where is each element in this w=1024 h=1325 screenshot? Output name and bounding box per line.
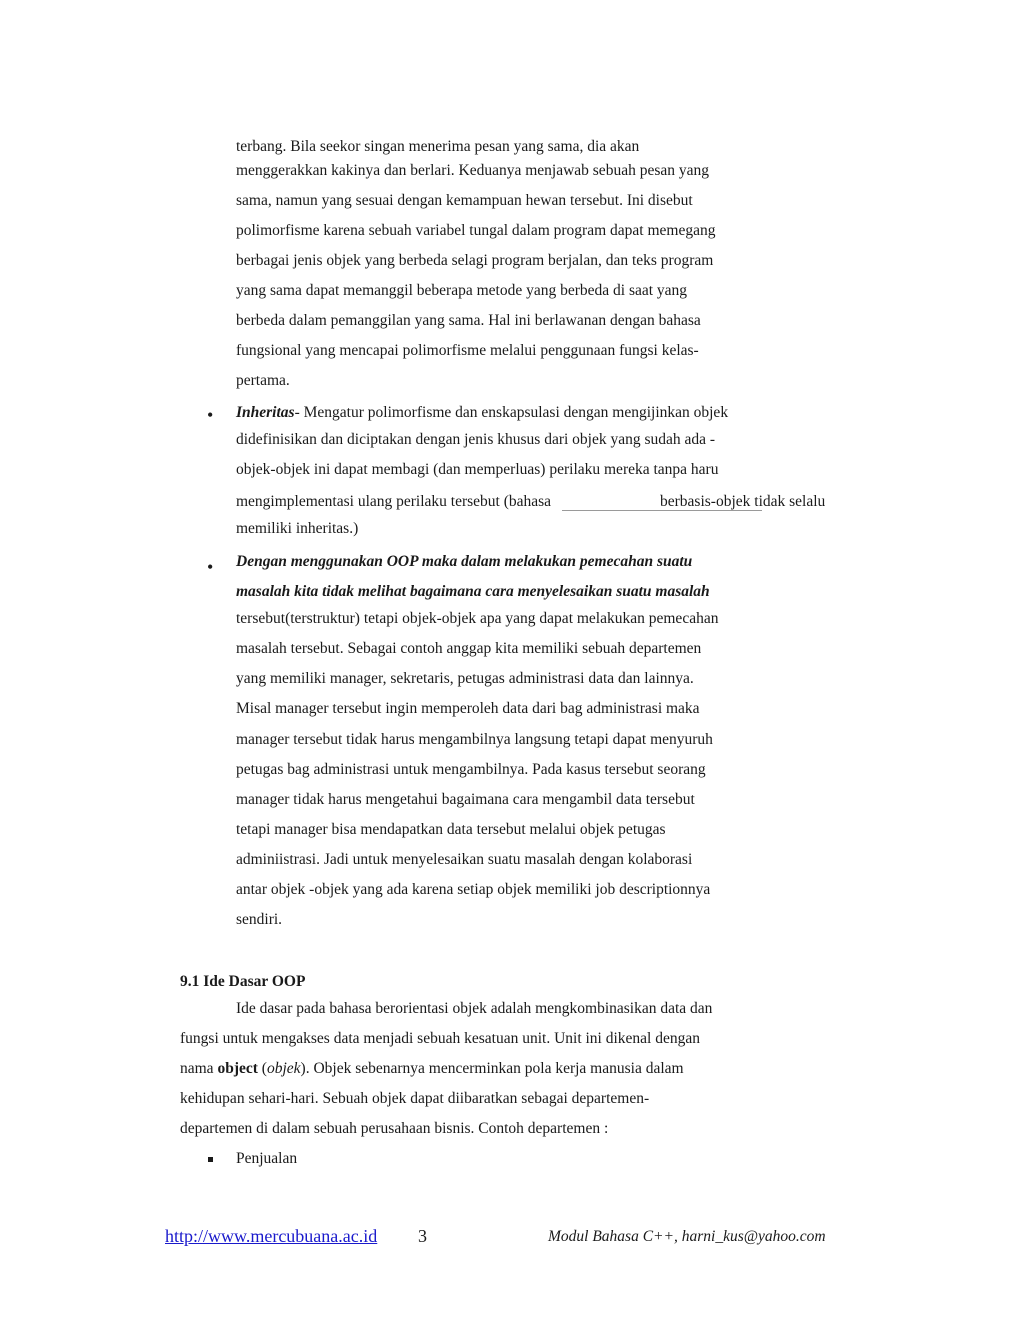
text-line: objek-objek ini dapat membagi (dan memperluas) perilaku mereka tanpa haru bbox=[236, 461, 719, 478]
text-line: adminiistrasi. Jadi untuk menyelesaikan suatu masalah dengan kolaborasi bbox=[236, 851, 693, 868]
text-fragment: ( bbox=[257, 1060, 267, 1077]
text-line: kehidupan sehari-hari. Sebuah objek dapat diibaratkan sebagai departemen- bbox=[180, 1090, 650, 1107]
term-objek: objek bbox=[266, 1060, 301, 1077]
text-line bbox=[180, 1060, 684, 1078]
text-line: fungsi untuk mengakses data menjadi sebuah kesatuan unit. Unit ini dikenal dengan bbox=[180, 1030, 700, 1047]
text-line: berbasis-objek tidak selalu bbox=[660, 493, 826, 510]
page-number: 3 bbox=[418, 1226, 427, 1246]
text-line: fungsional yang mencapai polimorfisme melalui penggunaan fungsi kelas- bbox=[236, 342, 699, 359]
text-line: departemen di dalam sebuah perusahaan bisnis. Contoh departemen : bbox=[180, 1120, 609, 1137]
text-line: Misal manager tersebut ingin memperoleh data dari bag administrasi maka bbox=[236, 700, 700, 717]
square-bullet-icon bbox=[208, 1157, 213, 1162]
text-line: petugas bag administrasi untuk mengambilnya. Pada kasus tersebut seorang bbox=[236, 761, 706, 778]
text-line: yang memiliki manager, sekretaris, petugas administrasi data dan lainnya. bbox=[236, 670, 694, 687]
footer-link[interactable]: http://www.mercubuana.ac.id bbox=[165, 1226, 378, 1246]
text-line: berbagai jenis objek yang berbeda selagi program berjalan, dan teks program bbox=[236, 252, 714, 269]
bullet-dot-icon: • bbox=[207, 405, 214, 425]
text-line: manager tersebut tidak harus mengambilnya langsung tetapi dapat menyuruh bbox=[236, 731, 713, 748]
text-line: sama, namun yang sesuai dengan kemampuan hewan tersebut. Ini disebut bbox=[236, 192, 693, 209]
text-line: pertama. bbox=[236, 372, 290, 389]
text-fragment: ). Objek sebenarnya mencerminkan pola kerja manusia dalam bbox=[300, 1060, 684, 1077]
text-line: tetapi manager bisa mendapatkan data tersebut melalui objek petugas bbox=[236, 821, 666, 838]
text-line: manager tidak harus mengetahui bagaimana cara mengambil data tersebut bbox=[236, 791, 695, 808]
text-line: menggerakkan kakinya dan berlari. Keduanya menjawab sebuah pesan yang bbox=[236, 162, 709, 179]
emphasis-line: Dengan menggunakan OOP maka dalam melakukan pemecahan suatu bbox=[236, 553, 693, 570]
term-inheritas: Inheritas bbox=[236, 404, 295, 421]
text-line: polimorfisme karena sebuah variabel tungal dalam program dapat memegang bbox=[236, 222, 716, 239]
emphasis-line: masalah kita tidak melihat bagaimana cara menyelesaikan suatu masalah bbox=[236, 583, 710, 600]
text-fragment: nama bbox=[180, 1060, 218, 1077]
text-line: memiliki inheritas.) bbox=[236, 520, 359, 537]
term-object: object bbox=[217, 1060, 258, 1077]
text-line: sendiri. bbox=[236, 911, 283, 928]
text-line: antar objek -objek yang ada karena setiap objek memiliki job descriptionnya bbox=[236, 881, 711, 898]
bullet-dot-icon: • bbox=[207, 557, 214, 577]
text-line: masalah tersebut. Sebagai contoh anggap kita memiliki sebuah departemen bbox=[236, 640, 702, 657]
list-item-label: Penjualan bbox=[236, 1150, 298, 1167]
footer-module-info: Modul Bahasa C++, harni_kus@yahoo.com bbox=[548, 1228, 826, 1245]
text-line: terbang. Bila seekor singan menerima pesan yang sama, dia akan bbox=[236, 138, 640, 155]
section-heading: 9.1 Ide Dasar OOP bbox=[180, 973, 306, 990]
text-line: yang sama dapat memanggil beberapa metode yang berbeda di saat yang bbox=[236, 282, 688, 299]
term-description: - Mengatur polimorfisme dan enskapsulasi dengan mengijinkan objek bbox=[294, 404, 729, 421]
text-line: berbeda dalam pemanggilan yang sama. Hal ini berlawanan dengan bahasa bbox=[236, 312, 701, 329]
text-line: didefinisikan dan diciptakan dengan jenis khusus dari objek yang sudah ada - bbox=[236, 431, 716, 448]
text-line: tersebut(terstruktur) tetapi objek-objek apa yang dapat melakukan pemecahan bbox=[236, 610, 719, 627]
text-line bbox=[236, 404, 728, 422]
text-line: mengimplementasi ulang perilaku tersebut (bahasa bbox=[236, 493, 552, 510]
text-line: Ide dasar pada bahasa berorientasi objek adalah mengkombinasikan data dan bbox=[236, 1000, 713, 1017]
